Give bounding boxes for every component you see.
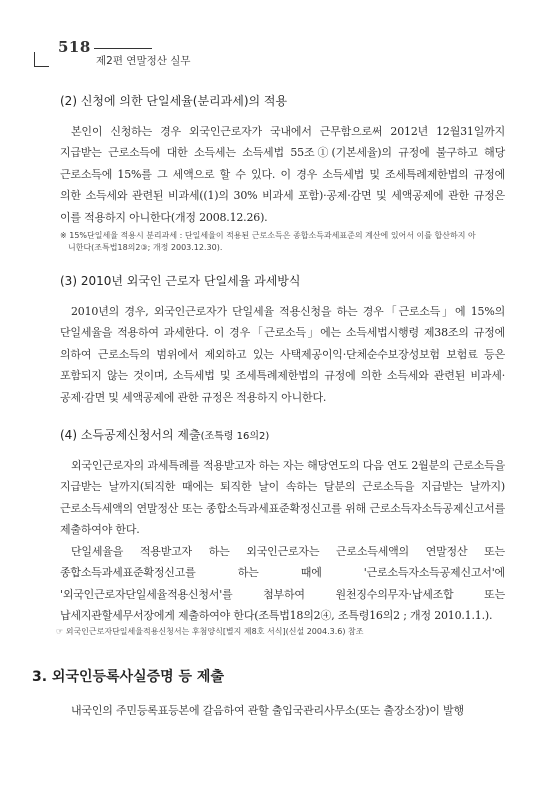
page-number: 518 <box>58 38 91 56</box>
deduction-heading-text: (4) 소득공제신청서의 제출 <box>60 428 201 443</box>
section-heading-deduction-form-submission <box>60 426 505 443</box>
section-heading-2010-taxation: (3) 2010년 외국인 근로자 단일세율 과세방식 <box>60 274 301 289</box>
section-body-alien-registration: 내국인의 주민등록표등본에 갈음하여 관할 출입국관리사무소(또는 출장소장)이 발행 <box>71 704 464 718</box>
section-body-2010-taxation: 2010년의 경우, 외국인근로자가 단일세율 적용신청을 하는 경우「근로소득」에 15%의 단일세율을 적용하여 과세한다. 이 경우「근로소득」에는 소득세법시행령 제38조의 규정에 의하여 근로소득의 범위에서 제외하고 있는 사택제공이익·단체순수보장성보험 보험료 등은 포함되지 않는 것이며, 소득세법 및 조세특례제한법의 규정에 의한 소득세와 관련된 비과세·공제·감면 및 세액공제에 관한 규정은 적용하지 아니한다. <box>60 305 505 404</box>
section-heading-single-rate-application: (2) 신청에 의한 단일세율(분리과세)의 적용 <box>60 94 288 108</box>
header-bracket <box>34 52 49 67</box>
section-body-deduction-paragraph2: 단일세율을 적용받고자 하는 외국인근로자는 근로소득세액의 연말정산 또는 종합소득과세표준확정신고를 하는 때에 '근로소득자소득공제신고서'에 '외국인근로자단일세율적용신청서'를 첨부하여 원천징수의무자·납세조합 또는 납세지관할세무서장에게 제출하여야 한다(조특법18의2④, 조특령16의2 ; 개정 2010.1.1.). <box>60 544 505 622</box>
note-separate-taxation-line2: 니한다(조특법18의2③; 개정 2003.12.30). <box>68 243 223 253</box>
chapter-title: 제2편 연말정산 실무 <box>96 55 191 67</box>
section-body-deduction-paragraph1: 외국인근로자의 과세특례를 적용받고자 하는 자는 해당연도의 다음 연도 2월분의 근로소득을 지급받는 날까지(퇴직한 때에는 퇴직한 날이 속하는 달분의 근로소득을 지급받는 날까지)근로소득세액의 연말정산 또는 종합소득과세표준확정신고를 위해 근로소득자소득공제신고서를 제출하여야 한다. <box>60 459 505 537</box>
page-header <box>34 38 254 68</box>
section-body-single-rate-application: 본인이 신청하는 경우 외국인근로자가 국내에서 근무함으로써 2012년 12월31일까지 지급받는 근로소득에 대한 소득세는 소득세법 55조①(기본세율)의 규정에 불구하고 해당 근로소득에 15%를 그 세액으로 할 수 있다. 이 경우 소득세법 및 조세특례제한법의 규정에 의한 소득세와 관련된 비과세((1)의 30% 비과세 포함)·공제·감면 및 세액공제에 관한 규정은 이를 적용하지 아니한다(개정 2008.12.26). <box>60 125 505 224</box>
page-content <box>32 92 505 722</box>
section-heading-alien-registration: 3. 외국인등록사실증명 등 제출 <box>32 669 224 686</box>
note-separate-taxation-line1: ※ 15%단일세율 적용시 분리과세 : 단일세율이 적용된 근로소득은 종합소득과세표준의 계산에 있어서 이를 합산하지 아 <box>60 231 476 241</box>
note-application-form-reference: ☞ 외국인근로자단일세율적용신청서는 후첨양식[별지 제8호 서식](신설 2004.3.6) 참조 <box>56 627 364 637</box>
deduction-heading-reference: (조특령 16의2) <box>200 431 270 443</box>
header-rule <box>94 48 152 49</box>
